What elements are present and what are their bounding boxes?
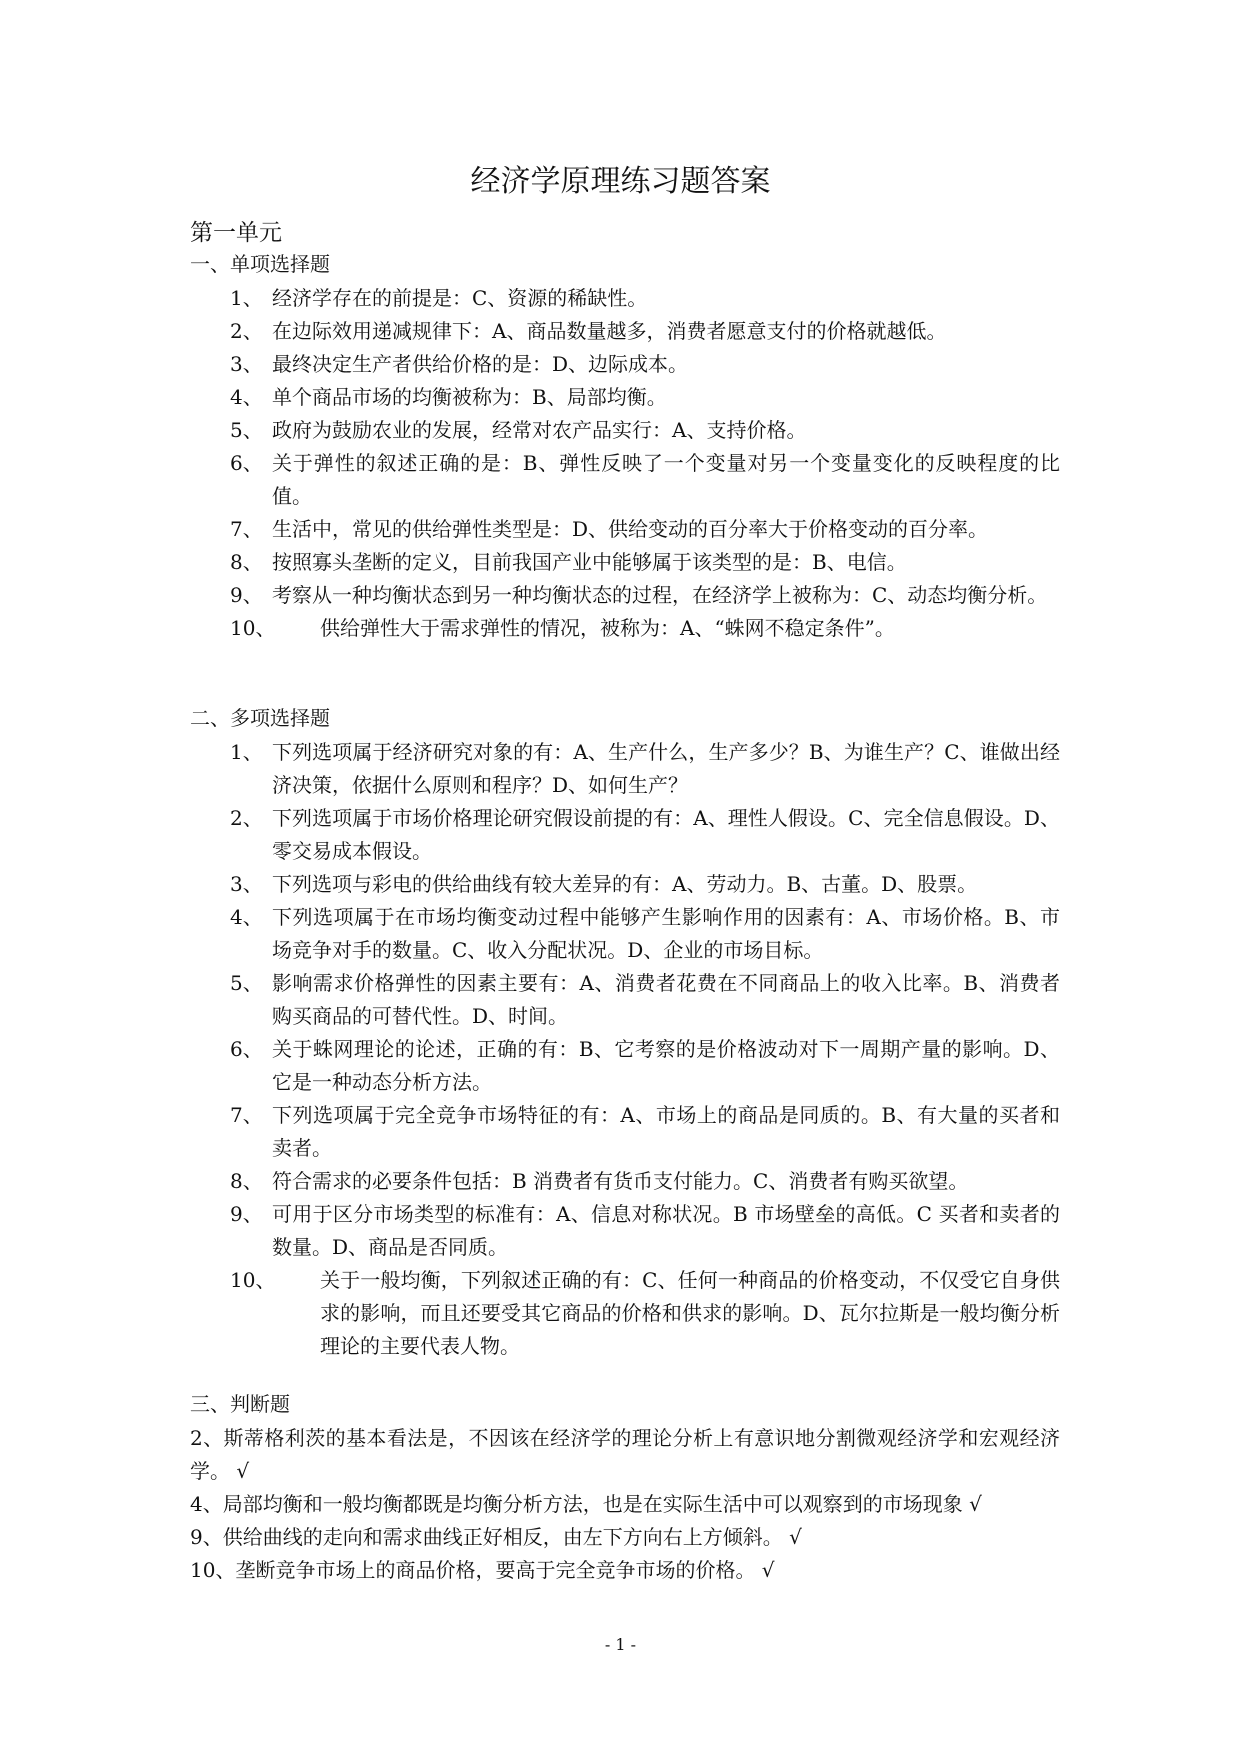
item-number: 9、 bbox=[230, 583, 263, 607]
item-text: 下列选项属于在市场均衡变动过程中能够产生影响作用的因素有：A、市场价格。B、市场竞争对手的数量。C、收入分配状况。D、企业的市场目标。 bbox=[272, 905, 1060, 962]
list-item bbox=[230, 414, 1060, 447]
item-number: 5、 bbox=[230, 971, 263, 995]
item-text: 考察从一种均衡状态到另一种均衡状态的过程，在经济学上被称为：C、动态均衡分析。 bbox=[272, 583, 1048, 607]
item-number: 2、 bbox=[230, 806, 263, 830]
item-number: 5、 bbox=[230, 418, 263, 442]
unit-heading: 第一单元 bbox=[190, 220, 282, 246]
item-text: 下列选项属于完全竞争市场特征的有：A、市场上的商品是同质的。B、有大量的买者和卖者。 bbox=[272, 1103, 1060, 1160]
single-choice-list bbox=[230, 282, 1060, 645]
list-item bbox=[230, 802, 1060, 868]
item-number: 10、 bbox=[230, 1268, 276, 1292]
item-text: 影响需求价格弹性的因素主要有：A、消费者花费在不同商品上的收入比率。B、消费者购买商品的可替代性。D、时间。 bbox=[272, 971, 1060, 1028]
list-item bbox=[230, 967, 1060, 1033]
item-number: 8、 bbox=[230, 550, 263, 574]
item-text: 关于弹性的叙述正确的是：B、弹性反映了一个变量对另一个变量变化的反映程度的比值。 bbox=[272, 451, 1060, 508]
item-text: 关于一般均衡，下列叙述正确的有：C、任何一种商品的价格变动，不仅受它自身供求的影响，而且还要受其它商品的价格和供求的影响。D、瓦尔拉斯是一般均衡分析理论的主要代表人物。 bbox=[320, 1268, 1060, 1358]
item-number: 2、 bbox=[230, 319, 263, 343]
judge-item: 9、供给曲线的走向和需求曲线正好相反，由左下方向右上方倾斜。 √ bbox=[190, 1525, 802, 1549]
list-item bbox=[230, 348, 1060, 381]
page-title: 经济学原理练习题答案 bbox=[470, 164, 771, 199]
judge-list bbox=[190, 1422, 1060, 1587]
item-number: 6、 bbox=[230, 451, 263, 475]
item-text: 供给弹性大于需求弹性的情况，被称为：A、“蛛网不稳定条件”。 bbox=[320, 616, 895, 640]
item-number: 4、 bbox=[230, 905, 263, 929]
item-number: 7、 bbox=[230, 517, 263, 541]
section-heading-single: 一、单项选择题 bbox=[190, 252, 330, 276]
list-item bbox=[230, 1264, 1060, 1363]
judge-item: 2、斯蒂格利茨的基本看法是，不因该在经济学的理论分析上有意识地分割微观经济学和宏观经济学。 √ bbox=[190, 1426, 1060, 1483]
item-number: 6、 bbox=[230, 1037, 263, 1061]
list-item bbox=[230, 546, 1060, 579]
item-number: 8、 bbox=[230, 1169, 263, 1193]
page-number: - 1 - bbox=[604, 1635, 637, 1654]
item-number: 9、 bbox=[230, 1202, 263, 1226]
item-number: 7、 bbox=[230, 1103, 263, 1127]
item-text: 符合需求的必要条件包括：B 消费者有货币支付能力。C、消费者有购买欲望。 bbox=[272, 1169, 969, 1193]
section-heading-judge: 三、判断题 bbox=[190, 1392, 290, 1416]
item-number: 3、 bbox=[230, 352, 263, 376]
item-text: 经济学存在的前提是：C、资源的稀缺性。 bbox=[272, 286, 648, 310]
item-text: 关于蛛网理论的论述，正确的有：B、它考察的是价格波动对下一周期产量的影响。D、它是一种动态分析方法。 bbox=[272, 1037, 1060, 1094]
list-item bbox=[230, 447, 1060, 513]
item-text: 在边际效用递减规律下：A、商品数量越多，消费者愿意支付的价格就越低。 bbox=[272, 319, 947, 343]
item-number: 4、 bbox=[230, 385, 263, 409]
list-item bbox=[230, 282, 1060, 315]
section-heading-multi: 二、多项选择题 bbox=[190, 706, 330, 730]
list-item bbox=[230, 736, 1060, 802]
item-text: 下列选项与彩电的供给曲线有较大差异的有：A、劳动力。B、古董。D、股票。 bbox=[272, 872, 978, 896]
list-item bbox=[230, 315, 1060, 348]
judge-item: 4、局部均衡和一般均衡都既是均衡分析方法，也是在实际生活中可以观察到的市场现象 √ bbox=[190, 1492, 982, 1516]
item-number: 1、 bbox=[230, 740, 263, 764]
item-text: 最终决定生产者供给价格的是：D、边际成本。 bbox=[272, 352, 689, 376]
multi-choice-list bbox=[230, 736, 1060, 1363]
item-number: 3、 bbox=[230, 872, 263, 896]
item-text: 下列选项属于经济研究对象的有：A、生产什么，生产多少？B、为谁生产？C、谁做出经济决策，依据什么原则和程序？D、如何生产？ bbox=[272, 740, 1060, 797]
item-text: 可用于区分市场类型的标准有：A、信息对称状况。B 市场壁垒的高低。C 买者和卖者的数量。D、商品是否同质。 bbox=[272, 1202, 1060, 1259]
item-text: 政府为鼓励农业的发展，经常对农产品实行：A、支持价格。 bbox=[272, 418, 807, 442]
list-item bbox=[230, 901, 1060, 967]
item-number: 1、 bbox=[230, 286, 263, 310]
judge-item: 10、垄断竞争市场上的商品价格，要高于完全竞争市场的价格。 √ bbox=[190, 1558, 775, 1582]
list-item bbox=[230, 612, 1060, 645]
list-item bbox=[230, 868, 1060, 901]
item-text: 下列选项属于市场价格理论研究假设前提的有：A、理性人假设。C、完全信息假设。D、零交易成本假设。 bbox=[272, 806, 1060, 863]
list-item bbox=[230, 1033, 1060, 1099]
list-item bbox=[230, 1099, 1060, 1165]
list-item bbox=[230, 381, 1060, 414]
list-item bbox=[230, 1165, 1060, 1198]
list-item bbox=[230, 579, 1060, 612]
list-item bbox=[230, 1198, 1060, 1264]
item-text: 生活中，常见的供给弹性类型是：D、供给变动的百分率大于价格变动的百分率。 bbox=[272, 517, 989, 541]
item-text: 按照寡头垄断的定义，目前我国产业中能够属于该类型的是：B、电信。 bbox=[272, 550, 907, 574]
item-text: 单个商品市场的均衡被称为：B、局部均衡。 bbox=[272, 385, 667, 409]
list-item bbox=[230, 513, 1060, 546]
item-number: 10、 bbox=[230, 616, 276, 640]
